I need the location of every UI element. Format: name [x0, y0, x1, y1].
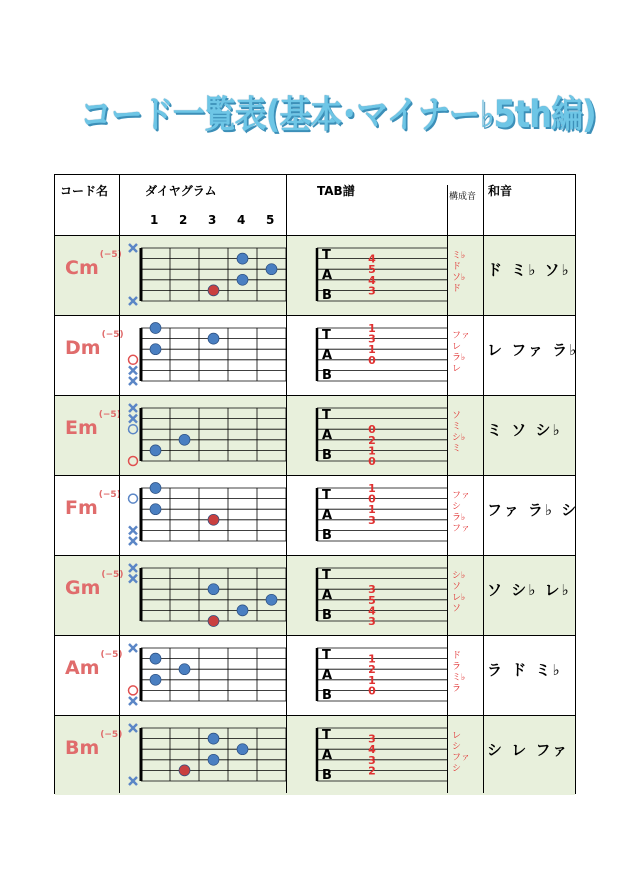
tab-fret-number: 1: [368, 343, 376, 357]
chord-tones: ラ ド ミ♭: [487, 661, 562, 679]
tab-fret-number: 3: [368, 284, 376, 298]
tab-letter: T: [322, 728, 331, 743]
chord-diagrams: [55, 315, 447, 395]
mute-x-icon: [129, 644, 137, 652]
tab-fret-number: 3: [368, 513, 376, 527]
mute-x-icon: [129, 377, 137, 385]
tab-letter: B: [322, 368, 332, 383]
tab-fret-number: 0: [368, 684, 376, 698]
chord-tones: レ ファ ラ♭: [487, 341, 579, 359]
tab-fret-number: 4: [368, 252, 376, 266]
component-notes: ファ シ ラ♭ ファ: [452, 491, 470, 534]
tab-letter: A: [322, 748, 333, 763]
tab-fret-number: 2: [368, 663, 376, 677]
page-title: コード一覧表(基本･マイナー♭5th編): [80, 93, 596, 136]
mute-x-icon: [129, 724, 137, 732]
component-notes: レ シ ファ シ: [452, 731, 470, 774]
chord-row: [55, 715, 575, 795]
chord-suffix: (−5): [100, 649, 123, 660]
tab-letter: B: [322, 768, 332, 783]
tab-fret-number: 5: [368, 593, 376, 607]
component-notes: ファ レ ラ♭ レ: [452, 331, 470, 374]
tab-letter: B: [322, 448, 332, 463]
header-diagram: ダイヤグラム: [145, 184, 217, 198]
tab-letter: A: [322, 668, 333, 683]
chord-root: Em: [65, 417, 98, 439]
chord-row: [55, 635, 575, 715]
chord-suffix: (−5): [98, 489, 121, 500]
header-component: 構成音: [449, 192, 477, 202]
open-string-icon: [129, 686, 138, 695]
tab-letter: T: [322, 648, 331, 663]
tab-letter: T: [322, 248, 331, 263]
mute-x-icon: [129, 366, 137, 374]
tab-fret-number: 1: [368, 652, 376, 666]
chord-tones: シ レ ファ: [487, 741, 570, 759]
finger-dot: [150, 483, 161, 494]
component-notes: シ♭ ソ レ♭ ソ: [452, 571, 466, 614]
chord-row: [55, 315, 579, 395]
tab-fret-number: 0: [368, 353, 376, 367]
chord-diagrams: [55, 475, 447, 555]
finger-dot: [208, 514, 219, 525]
finger-dot: [208, 733, 219, 744]
tab-fret-number: 1: [368, 322, 376, 335]
tab-letter: T: [322, 568, 331, 583]
column-divider: [119, 175, 120, 793]
finger-dot: [179, 664, 190, 675]
finger-dot: [208, 285, 219, 296]
tab-letter: T: [322, 488, 331, 503]
tab-letter: A: [322, 588, 333, 603]
tab-letter: A: [322, 268, 333, 283]
chord-root: Cm: [65, 257, 99, 279]
chord-row: [55, 475, 579, 555]
finger-dot: [150, 653, 161, 664]
chord-tones: ファ ラ♭ シ: [487, 501, 579, 519]
tab-fret-number: 3: [368, 583, 376, 597]
tab-fret-number: 1: [368, 503, 376, 517]
chord-suffix: (−5): [100, 729, 123, 740]
chord-suffix: (−5): [101, 329, 124, 340]
tab-fret-number: 3: [368, 615, 376, 628]
chord-tones: ミ ソ シ♭: [487, 421, 562, 439]
tab-letter: B: [322, 288, 332, 303]
finger-dot: [266, 594, 277, 605]
component-notes: ド ラ ミ♭ ラ: [452, 651, 466, 694]
finger-dot: [179, 765, 190, 776]
mute-x-icon: [129, 575, 137, 583]
tab-fret-number: 3: [368, 332, 376, 346]
finger-dot: [179, 434, 190, 445]
chord-root: Bm: [65, 737, 100, 759]
chord-root: Gm: [65, 577, 101, 599]
open-string-icon: [129, 425, 138, 434]
finger-dot: [208, 616, 219, 627]
tab-fret-number: 3: [368, 732, 376, 746]
finger-dot: [150, 323, 161, 334]
chord-root: Dm: [65, 337, 101, 359]
open-string-icon: [129, 355, 138, 364]
finger-dot: [237, 253, 248, 264]
finger-dot: [237, 605, 248, 616]
chord-tones: ド ミ♭ ソ♭: [487, 261, 571, 279]
open-string-icon: [129, 457, 138, 466]
chord-row: [55, 555, 575, 635]
finger-dot: [208, 754, 219, 765]
chord-root: Fm: [65, 497, 98, 519]
chord-table: [54, 174, 579, 794]
mute-x-icon: [129, 537, 137, 545]
mute-x-icon: [129, 526, 137, 534]
chord-diagrams: [55, 715, 447, 795]
tab-letter: A: [322, 428, 333, 443]
chord-row: [55, 395, 575, 475]
mute-x-icon: [129, 564, 137, 572]
tab-fret-number: 4: [368, 273, 376, 287]
finger-dot: [150, 504, 161, 515]
chord-row: [55, 235, 575, 315]
component-notes: ソ ミ シ♭ ミ: [452, 411, 466, 454]
tab-letter: T: [322, 408, 331, 423]
mute-x-icon: [129, 244, 137, 252]
component-notes: ミ♭ ド ソ♭ ド: [452, 251, 466, 294]
fret-number-2: 2: [179, 213, 188, 227]
finger-dot: [150, 344, 161, 355]
open-string-icon: [129, 494, 138, 503]
tab-letter: B: [322, 608, 332, 623]
fret-number-5: 5: [266, 213, 275, 227]
fret-number-1: 1: [150, 213, 159, 227]
finger-dot: [208, 333, 219, 344]
chord-suffix: (−5): [99, 249, 122, 260]
tab-letter: B: [322, 688, 332, 703]
tab-fret-number: 4: [368, 604, 376, 618]
header-chord-name: コード名: [60, 184, 109, 198]
fret-number-4: 4: [237, 213, 246, 227]
tab-letter: A: [322, 348, 333, 363]
chord-root: Am: [65, 657, 100, 679]
tab-fret-number: 1: [368, 673, 376, 687]
finger-dot: [237, 274, 248, 285]
mute-x-icon: [129, 404, 137, 412]
tab-fret-number: 0: [368, 455, 376, 468]
header-waon: 和音: [488, 184, 513, 198]
finger-dot: [150, 674, 161, 685]
finger-dot: [266, 264, 277, 275]
tab-fret-number: 0: [368, 423, 376, 437]
fret-number-3: 3: [208, 213, 217, 227]
chord-suffix: (−5): [98, 409, 121, 420]
tab-fret-number: 0: [368, 492, 376, 506]
finger-dot: [237, 744, 248, 755]
mute-x-icon: [129, 777, 137, 785]
finger-dot: [208, 584, 219, 595]
tab-fret-number: 4: [368, 743, 376, 757]
header-tab: TAB譜: [317, 184, 355, 198]
finger-dot: [150, 445, 161, 456]
chord-diagrams: [55, 635, 447, 715]
tab-fret-number: 5: [368, 263, 376, 277]
mute-x-icon: [129, 697, 137, 705]
column-divider: [286, 175, 287, 793]
tab-letter: T: [322, 328, 331, 343]
chord-diagrams: [55, 235, 447, 315]
chord-suffix: (−5): [101, 569, 124, 580]
tab-fret-number: 3: [368, 753, 376, 767]
tab-fret-number: 1: [368, 482, 376, 495]
chord-diagrams: [55, 395, 447, 475]
chord-diagrams: [55, 555, 447, 635]
mute-x-icon: [129, 297, 137, 305]
mute-x-icon: [129, 415, 137, 423]
tab-letter: A: [322, 508, 333, 523]
column-divider: [447, 185, 448, 793]
tab-fret-number: 2: [368, 764, 376, 778]
column-divider: [483, 175, 484, 793]
chord-tones: ソ シ♭ レ♭: [487, 581, 571, 599]
tab-letter: B: [322, 528, 332, 543]
tab-fret-number: 2: [368, 433, 376, 447]
tab-fret-number: 1: [368, 444, 376, 458]
